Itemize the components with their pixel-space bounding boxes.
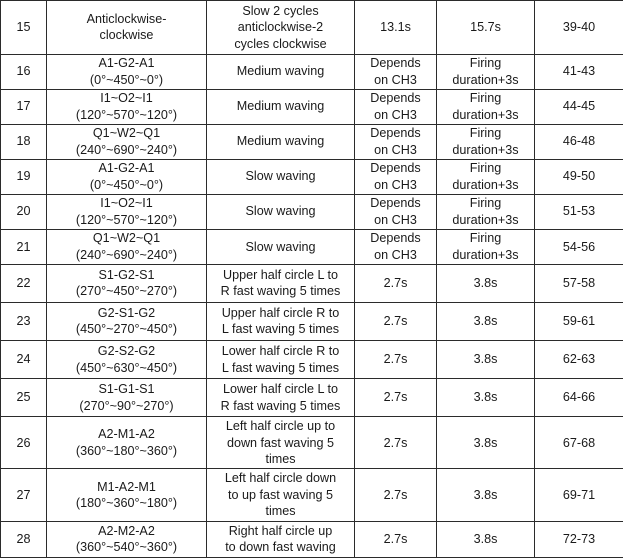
row-number: 25 — [1, 379, 47, 417]
mode-cell: A1-G2-A1 (0°~450°~0°) — [47, 54, 207, 89]
mode-cell: Q1~W2~Q1 (240°~690°~240°) — [47, 124, 207, 159]
range-cell: 72-73 — [535, 521, 623, 557]
row-number: 21 — [1, 229, 47, 264]
range-cell: 41-43 — [535, 54, 623, 89]
time-b-cell: 3.8s — [437, 417, 535, 469]
time-a-cell: 2.7s — [355, 302, 437, 340]
mode-cell: A1-G2-A1 (0°~450°~0°) — [47, 159, 207, 194]
time-b-cell: 3.8s — [437, 469, 535, 522]
mode-cell: M1-A2-M1 (180°~360°~180°) — [47, 469, 207, 522]
time-a-cell: Depends on CH3 — [355, 89, 437, 124]
time-b-cell: Firing duration+3s — [437, 194, 535, 229]
mode-cell: Anticlockwise- clockwise — [47, 1, 207, 55]
time-a-cell: 2.7s — [355, 264, 437, 302]
mode-cell: S1-G1-S1 (270°~90°~270°) — [47, 379, 207, 417]
table-row — [1, 54, 623, 89]
description-cell: Upper half circle L to R fast waving 5 times — [207, 264, 355, 302]
description-cell: Left half circle up to down fast waving 5 times — [207, 417, 355, 469]
description-cell: Lower half circle R to L fast waving 5 times — [207, 341, 355, 379]
row-number: 24 — [1, 341, 47, 379]
row-number: 28 — [1, 521, 47, 557]
range-cell: 69-71 — [535, 469, 623, 522]
time-a-cell: 2.7s — [355, 469, 437, 522]
description-cell: Slow waving — [207, 229, 355, 264]
row-number: 27 — [1, 469, 47, 522]
description-cell: Slow waving — [207, 159, 355, 194]
time-b-cell: 3.8s — [437, 264, 535, 302]
table-row — [1, 302, 623, 340]
time-a-cell: Depends on CH3 — [355, 54, 437, 89]
mode-cell: A2-M2-A2 (360°~540°~360°) — [47, 521, 207, 557]
time-b-cell: 3.8s — [437, 379, 535, 417]
description-cell: Left half circle down to up fast waving 5 times — [207, 469, 355, 522]
description-cell: Medium waving — [207, 89, 355, 124]
table-row — [1, 194, 623, 229]
mode-cell: Q1~W2~Q1 (240°~690°~240°) — [47, 229, 207, 264]
row-number: 17 — [1, 89, 47, 124]
row-number: 15 — [1, 1, 47, 55]
row-number: 23 — [1, 302, 47, 340]
table-row — [1, 124, 623, 159]
range-cell: 67-68 — [535, 417, 623, 469]
description-cell: Lower half circle L to R fast waving 5 times — [207, 379, 355, 417]
description-cell: Slow waving — [207, 194, 355, 229]
time-b-cell: Firing duration+3s — [437, 89, 535, 124]
mode-cell: I1~O2~I1 (120°~570°~120°) — [47, 89, 207, 124]
table-row — [1, 1, 623, 55]
time-b-cell: 3.8s — [437, 341, 535, 379]
mode-cell: I1~O2~I1 (120°~570°~120°) — [47, 194, 207, 229]
time-a-cell: 2.7s — [355, 417, 437, 469]
time-a-cell: 2.7s — [355, 341, 437, 379]
time-b-cell: Firing duration+3s — [437, 229, 535, 264]
table-row — [1, 469, 623, 522]
row-number: 18 — [1, 124, 47, 159]
range-cell: 62-63 — [535, 341, 623, 379]
table-row — [1, 264, 623, 302]
time-a-cell: 2.7s — [355, 521, 437, 557]
range-cell: 54-56 — [535, 229, 623, 264]
table-row — [1, 521, 623, 557]
time-a-cell: Depends on CH3 — [355, 194, 437, 229]
table-row — [1, 341, 623, 379]
description-cell: Right half circle up to down fast waving — [207, 521, 355, 557]
description-cell: Medium waving — [207, 124, 355, 159]
range-cell: 59-61 — [535, 302, 623, 340]
mode-cell: G2-S1-G2 (450°~270°~450°) — [47, 302, 207, 340]
time-a-cell: Depends on CH3 — [355, 124, 437, 159]
time-a-cell: Depends on CH3 — [355, 159, 437, 194]
time-b-cell: 15.7s — [437, 1, 535, 55]
row-number: 20 — [1, 194, 47, 229]
description-cell: Medium waving — [207, 54, 355, 89]
effects-table-body — [1, 1, 623, 558]
time-a-cell: 2.7s — [355, 379, 437, 417]
time-b-cell: Firing duration+3s — [437, 124, 535, 159]
range-cell: 44-45 — [535, 89, 623, 124]
time-b-cell: 3.8s — [437, 521, 535, 557]
table-row — [1, 159, 623, 194]
mode-cell: A2-M1-A2 (360°~180°~360°) — [47, 417, 207, 469]
time-b-cell: 3.8s — [437, 302, 535, 340]
table-row — [1, 89, 623, 124]
range-cell: 46-48 — [535, 124, 623, 159]
range-cell: 64-66 — [535, 379, 623, 417]
table-row — [1, 417, 623, 469]
range-cell: 51-53 — [535, 194, 623, 229]
mode-cell: S1-G2-S1 (270°~450°~270°) — [47, 264, 207, 302]
row-number: 19 — [1, 159, 47, 194]
table-row — [1, 379, 623, 417]
time-b-cell: Firing duration+3s — [437, 54, 535, 89]
row-number: 26 — [1, 417, 47, 469]
description-cell: Slow 2 cycles anticlockwise-2 cycles clockwise — [207, 1, 355, 55]
range-cell: 49-50 — [535, 159, 623, 194]
time-b-cell: Firing duration+3s — [437, 159, 535, 194]
mode-cell: G2-S2-G2 (450°~630°~450°) — [47, 341, 207, 379]
time-a-cell: 13.1s — [355, 1, 437, 55]
row-number: 22 — [1, 264, 47, 302]
table-row — [1, 229, 623, 264]
range-cell: 57-58 — [535, 264, 623, 302]
row-number: 16 — [1, 54, 47, 89]
description-cell: Upper half circle R to L fast waving 5 times — [207, 302, 355, 340]
time-a-cell: Depends on CH3 — [355, 229, 437, 264]
range-cell: 39-40 — [535, 1, 623, 55]
